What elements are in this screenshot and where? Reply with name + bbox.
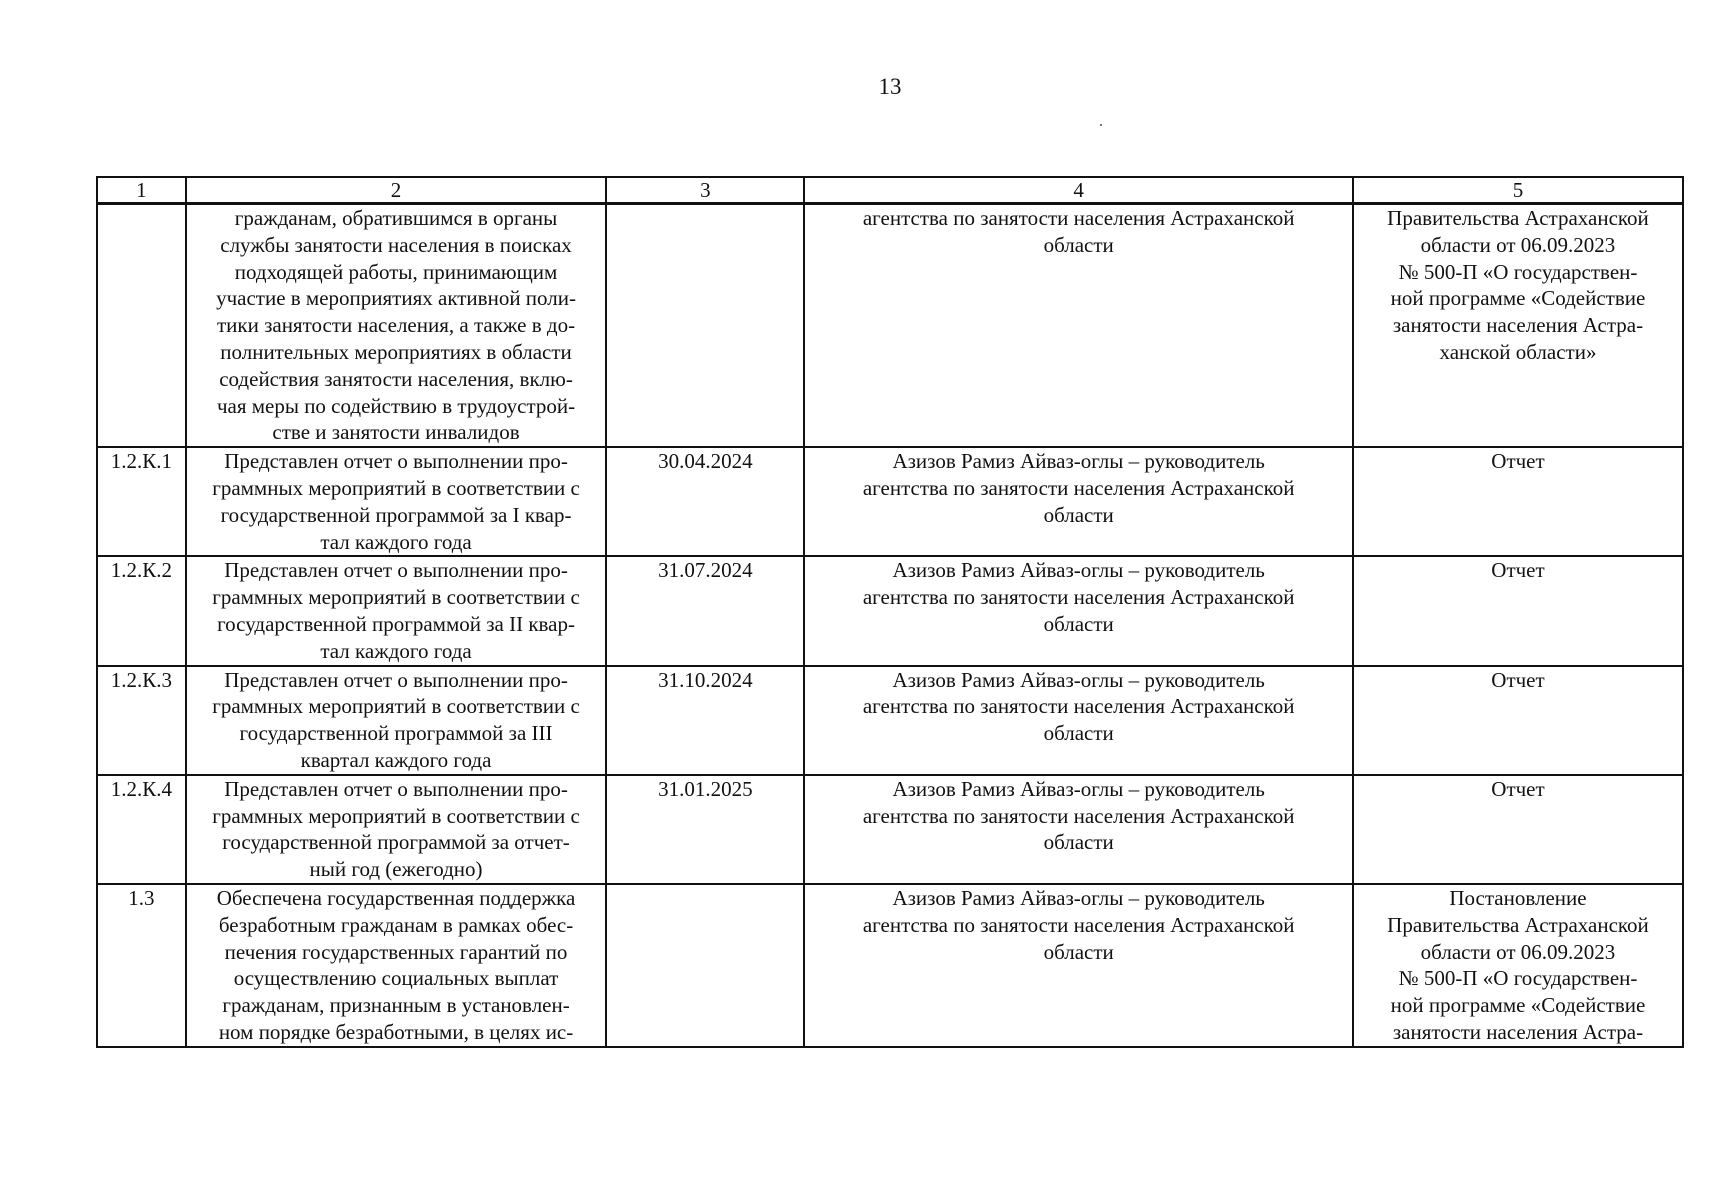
result-cell: гражданам, обратившимся в органы службы занятости населения в поисках подходящей работы, принимающим участие в мероприятиях активной поли- тики занятости населения, а также в до- полнительных мероприятиях в области содействия занятости населения, вклю- чая меры по содействию в трудоустрой- стве и занятости инвалидов [186,204,607,448]
row-number-cell: 1.2.К.4 [97,775,186,884]
date-cell [606,204,804,448]
row-number-cell: 1.3 [97,884,186,1047]
document-cell: Отчет [1353,556,1683,665]
result-cell: Представлен отчет о выполнении про- граммных мероприятий в соответствии с государственной программой за I квар- тал каждого года [186,447,607,556]
row-number-cell [97,204,186,448]
table-row [97,884,1683,1047]
result-cell: Обеспечена государственная поддержка безработным гражданам в рамках обес- печения государственных гарантий по осуществлению социальных выплат гражданам, признанным в установлен- ном порядке безработными, в целях ис- [186,884,607,1047]
responsible-cell: Азизов Рамиз Айваз-оглы – руководитель агентства по занятости населения Астраханской области [804,447,1353,556]
document-cell: Отчет [1353,447,1683,556]
table-row [97,204,1683,448]
table-row [97,447,1683,556]
result-cell: Представлен отчет о выполнении про- граммных мероприятий в соответствии с государственной программой за III квартал каждого года [186,666,607,775]
scan-speck [1100,124,1102,126]
responsible-cell: Азизов Рамиз Айваз-оглы – руководитель агентства по занятости населения Астраханской области [804,775,1353,884]
responsible-cell: Азизов Рамиз Айваз-оглы – руководитель агентства по занятости населения Астраханской области [804,884,1353,1047]
date-cell [606,884,804,1047]
row-number-cell: 1.2.К.1 [97,447,186,556]
row-number-cell: 1.2.К.3 [97,666,186,775]
column-number-5: 5 [1353,177,1683,204]
document-cell: Отчет [1353,666,1683,775]
row-number-cell: 1.2.К.2 [97,556,186,665]
result-cell: Представлен отчет о выполнении про- граммных мероприятий в соответствии с государственной программой за II квар- тал каждого года [186,556,607,665]
date-cell: 31.10.2024 [606,666,804,775]
document-cell: Постановление Правительства Астраханской области от 06.09.2023 № 500-П «О государствен- ной программе «Содействие занятости населения Астра- [1353,884,1683,1047]
measures-table [96,176,1684,1048]
column-number-3: 3 [606,177,804,204]
table-row [97,556,1683,665]
date-cell: 31.07.2024 [606,556,804,665]
column-number-1: 1 [97,177,186,204]
table-row [97,775,1683,884]
responsible-cell: агентства по занятости населения Астраханской области [804,204,1353,448]
date-cell: 30.04.2024 [606,447,804,556]
page-number: 13 [878,74,902,99]
date-cell: 31.01.2025 [606,775,804,884]
document-cell: Отчет [1353,775,1683,884]
table-row [97,666,1683,775]
responsible-cell: Азизов Рамиз Айваз-оглы – руководитель агентства по занятости населения Астраханской области [804,666,1353,775]
table-header-row [97,177,1683,204]
document-cell: Правительства Астраханской области от 06.09.2023 № 500-П «О государствен- ной программе «Содействие занятости населения Астра- ханской области» [1353,204,1683,448]
result-cell: Представлен отчет о выполнении про- граммных мероприятий в соответствии с государственной программой за отчет- ный год (ежегодно) [186,775,607,884]
responsible-cell: Азизов Рамиз Айваз-оглы – руководитель агентства по занятости населения Астраханской области [804,556,1353,665]
column-number-4: 4 [804,177,1353,204]
column-number-2: 2 [186,177,607,204]
